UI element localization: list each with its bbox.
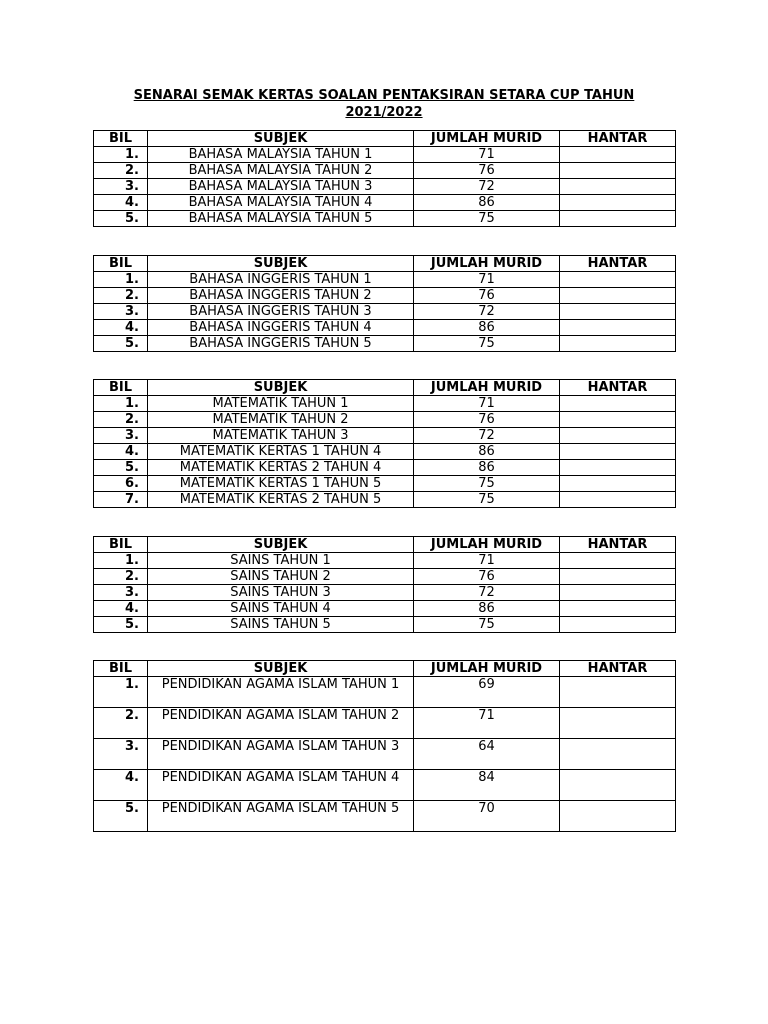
subject-name: SAINS TAHUN 3 bbox=[148, 585, 414, 601]
row-number: 2. bbox=[94, 288, 148, 304]
student-count: 86 bbox=[414, 601, 560, 617]
header-jumlah-murid: JUMLAH MURID bbox=[414, 661, 560, 677]
subject-name: PENDIDIKAN AGAMA ISLAM TAHUN 4 bbox=[148, 770, 414, 801]
subject-name: BAHASA INGGERIS TAHUN 2 bbox=[148, 288, 414, 304]
header-jumlah-murid: JUMLAH MURID bbox=[414, 131, 560, 147]
table-row bbox=[94, 677, 676, 708]
subject-name: BAHASA INGGERIS TAHUN 3 bbox=[148, 304, 414, 320]
subject-name: PENDIDIKAN AGAMA ISLAM TAHUN 3 bbox=[148, 739, 414, 770]
student-count: 72 bbox=[414, 179, 560, 195]
table-row bbox=[94, 304, 676, 320]
student-count: 71 bbox=[414, 708, 560, 739]
header-hantar: HANTAR bbox=[560, 131, 676, 147]
student-count: 76 bbox=[414, 163, 560, 179]
subject-name: PENDIDIKAN AGAMA ISLAM TAHUN 2 bbox=[148, 708, 414, 739]
subject-name: MATEMATIK KERTAS 1 TAHUN 4 bbox=[148, 444, 414, 460]
submitted-cell bbox=[560, 708, 676, 739]
checklist-table-bahasa-malaysia bbox=[93, 130, 676, 227]
table-row bbox=[94, 492, 676, 508]
student-count: 86 bbox=[414, 460, 560, 476]
submitted-cell bbox=[560, 211, 676, 227]
row-number: 5. bbox=[94, 460, 148, 476]
header-hantar: HANTAR bbox=[560, 256, 676, 272]
subject-name: MATEMATIK KERTAS 2 TAHUN 4 bbox=[148, 460, 414, 476]
header-bil: BIL bbox=[94, 537, 148, 553]
submitted-cell bbox=[560, 396, 676, 412]
table-row bbox=[94, 801, 676, 832]
table-row bbox=[94, 460, 676, 476]
row-number: 1. bbox=[94, 396, 148, 412]
row-number: 1. bbox=[94, 272, 148, 288]
subject-name: SAINS TAHUN 2 bbox=[148, 569, 414, 585]
submitted-cell bbox=[560, 770, 676, 801]
page-title: SENARAI SEMAK KERTAS SOALAN PENTAKSIRAN SETARA CUP TAHUN 2021/2022 bbox=[133, 88, 635, 120]
header-jumlah-murid: JUMLAH MURID bbox=[414, 537, 560, 553]
table-row bbox=[94, 412, 676, 428]
table-row bbox=[94, 476, 676, 492]
row-number: 2. bbox=[94, 569, 148, 585]
submitted-cell bbox=[560, 476, 676, 492]
table-row bbox=[94, 163, 676, 179]
checklist-table-bahasa-inggeris bbox=[93, 255, 676, 352]
submitted-cell bbox=[560, 272, 676, 288]
row-number: 4. bbox=[94, 770, 148, 801]
subject-name: BAHASA MALAYSIA TAHUN 3 bbox=[148, 179, 414, 195]
subject-name: BAHASA MALAYSIA TAHUN 1 bbox=[148, 147, 414, 163]
header-subjek: SUBJEK bbox=[148, 380, 414, 396]
student-count: 86 bbox=[414, 320, 560, 336]
row-number: 4. bbox=[94, 320, 148, 336]
submitted-cell bbox=[560, 553, 676, 569]
row-number: 7. bbox=[94, 492, 148, 508]
student-count: 86 bbox=[414, 195, 560, 211]
student-count: 71 bbox=[414, 553, 560, 569]
student-count: 76 bbox=[414, 288, 560, 304]
submitted-cell bbox=[560, 412, 676, 428]
subject-name: BAHASA INGGERIS TAHUN 4 bbox=[148, 320, 414, 336]
header-bil: BIL bbox=[94, 380, 148, 396]
table-row bbox=[94, 708, 676, 739]
student-count: 76 bbox=[414, 412, 560, 428]
table-row bbox=[94, 770, 676, 801]
submitted-cell bbox=[560, 739, 676, 770]
subject-name: MATEMATIK KERTAS 1 TAHUN 5 bbox=[148, 476, 414, 492]
table-header-row bbox=[94, 661, 676, 677]
checklist-table-matematik bbox=[93, 379, 676, 508]
row-number: 6. bbox=[94, 476, 148, 492]
header-subjek: SUBJEK bbox=[148, 256, 414, 272]
subject-name: BAHASA MALAYSIA TAHUN 4 bbox=[148, 195, 414, 211]
submitted-cell bbox=[560, 304, 676, 320]
table-row bbox=[94, 195, 676, 211]
row-number: 5. bbox=[94, 801, 148, 832]
student-count: 69 bbox=[414, 677, 560, 708]
row-number: 2. bbox=[94, 708, 148, 739]
student-count: 75 bbox=[414, 336, 560, 352]
table-row bbox=[94, 739, 676, 770]
table-header-row bbox=[94, 131, 676, 147]
student-count: 70 bbox=[414, 801, 560, 832]
header-subjek: SUBJEK bbox=[148, 131, 414, 147]
student-count: 72 bbox=[414, 304, 560, 320]
header-jumlah-murid: JUMLAH MURID bbox=[414, 380, 560, 396]
subject-name: BAHASA INGGERIS TAHUN 1 bbox=[148, 272, 414, 288]
subject-name: BAHASA MALAYSIA TAHUN 5 bbox=[148, 211, 414, 227]
student-count: 75 bbox=[414, 476, 560, 492]
subject-name: BAHASA INGGERIS TAHUN 5 bbox=[148, 336, 414, 352]
student-count: 71 bbox=[414, 396, 560, 412]
row-number: 4. bbox=[94, 601, 148, 617]
header-hantar: HANTAR bbox=[560, 537, 676, 553]
row-number: 2. bbox=[94, 412, 148, 428]
table-row bbox=[94, 396, 676, 412]
row-number: 3. bbox=[94, 585, 148, 601]
subject-name: MATEMATIK TAHUN 1 bbox=[148, 396, 414, 412]
student-count: 71 bbox=[414, 147, 560, 163]
student-count: 75 bbox=[414, 492, 560, 508]
submitted-cell bbox=[560, 460, 676, 476]
row-number: 5. bbox=[94, 617, 148, 633]
table-row bbox=[94, 320, 676, 336]
table-header-row bbox=[94, 537, 676, 553]
subject-name: MATEMATIK TAHUN 2 bbox=[148, 412, 414, 428]
header-hantar: HANTAR bbox=[560, 380, 676, 396]
table-row bbox=[94, 211, 676, 227]
subject-name: MATEMATIK KERTAS 2 TAHUN 5 bbox=[148, 492, 414, 508]
student-count: 75 bbox=[414, 211, 560, 227]
student-count: 64 bbox=[414, 739, 560, 770]
submitted-cell bbox=[560, 585, 676, 601]
row-number: 1. bbox=[94, 677, 148, 708]
row-number: 4. bbox=[94, 195, 148, 211]
row-number: 1. bbox=[94, 553, 148, 569]
student-count: 72 bbox=[414, 585, 560, 601]
subject-name: SAINS TAHUN 1 bbox=[148, 553, 414, 569]
table-row bbox=[94, 444, 676, 460]
row-number: 1. bbox=[94, 147, 148, 163]
table-row bbox=[94, 428, 676, 444]
submitted-cell bbox=[560, 179, 676, 195]
table-row bbox=[94, 617, 676, 633]
student-count: 86 bbox=[414, 444, 560, 460]
submitted-cell bbox=[560, 569, 676, 585]
submitted-cell bbox=[560, 428, 676, 444]
subject-name: SAINS TAHUN 4 bbox=[148, 601, 414, 617]
header-bil: BIL bbox=[94, 256, 148, 272]
row-number: 3. bbox=[94, 428, 148, 444]
submitted-cell bbox=[560, 492, 676, 508]
submitted-cell bbox=[560, 801, 676, 832]
student-count: 72 bbox=[414, 428, 560, 444]
submitted-cell bbox=[560, 601, 676, 617]
row-number: 3. bbox=[94, 179, 148, 195]
table-header-row bbox=[94, 256, 676, 272]
row-number: 5. bbox=[94, 336, 148, 352]
subject-name: MATEMATIK TAHUN 3 bbox=[148, 428, 414, 444]
student-count: 71 bbox=[414, 272, 560, 288]
header-hantar: HANTAR bbox=[560, 661, 676, 677]
table-row bbox=[94, 336, 676, 352]
table-row bbox=[94, 601, 676, 617]
header-subjek: SUBJEK bbox=[148, 537, 414, 553]
subject-name: BAHASA MALAYSIA TAHUN 2 bbox=[148, 163, 414, 179]
submitted-cell bbox=[560, 677, 676, 708]
row-number: 3. bbox=[94, 304, 148, 320]
table-row bbox=[94, 585, 676, 601]
submitted-cell bbox=[560, 320, 676, 336]
checklist-table-sains bbox=[93, 536, 676, 633]
subject-name: SAINS TAHUN 5 bbox=[148, 617, 414, 633]
table-row bbox=[94, 147, 676, 163]
table-header-row bbox=[94, 380, 676, 396]
student-count: 75 bbox=[414, 617, 560, 633]
table-row bbox=[94, 288, 676, 304]
table-row bbox=[94, 179, 676, 195]
header-bil: BIL bbox=[94, 131, 148, 147]
subject-name: PENDIDIKAN AGAMA ISLAM TAHUN 5 bbox=[148, 801, 414, 832]
submitted-cell bbox=[560, 617, 676, 633]
submitted-cell bbox=[560, 195, 676, 211]
header-bil: BIL bbox=[94, 661, 148, 677]
table-row bbox=[94, 569, 676, 585]
row-number: 2. bbox=[94, 163, 148, 179]
table-row bbox=[94, 272, 676, 288]
submitted-cell bbox=[560, 336, 676, 352]
header-subjek: SUBJEK bbox=[148, 661, 414, 677]
checklist-table-pendidikan-agama-islam bbox=[93, 660, 676, 832]
submitted-cell bbox=[560, 147, 676, 163]
header-jumlah-murid: JUMLAH MURID bbox=[414, 256, 560, 272]
student-count: 76 bbox=[414, 569, 560, 585]
row-number: 4. bbox=[94, 444, 148, 460]
student-count: 84 bbox=[414, 770, 560, 801]
subject-name: PENDIDIKAN AGAMA ISLAM TAHUN 1 bbox=[148, 677, 414, 708]
table-row bbox=[94, 553, 676, 569]
row-number: 5. bbox=[94, 211, 148, 227]
submitted-cell bbox=[560, 444, 676, 460]
row-number: 3. bbox=[94, 739, 148, 770]
submitted-cell bbox=[560, 163, 676, 179]
submitted-cell bbox=[560, 288, 676, 304]
